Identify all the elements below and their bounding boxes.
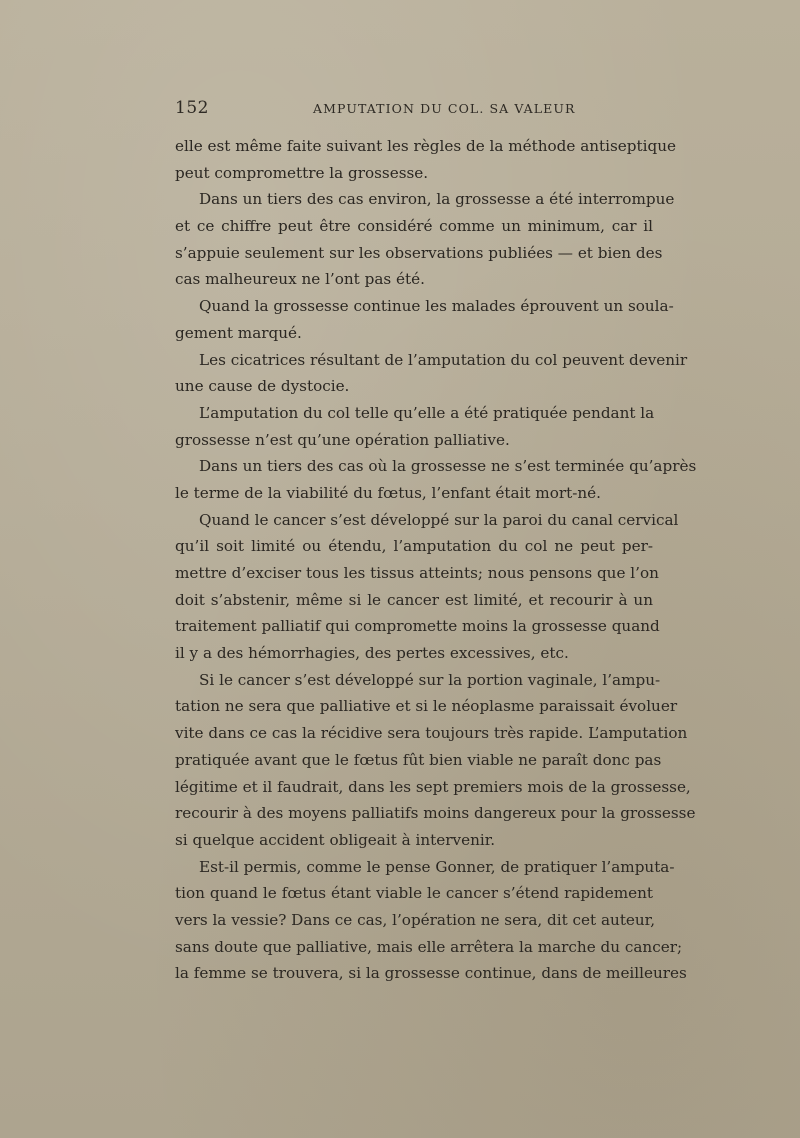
text-line: elle est même faite suivant les règles de la méthode antiseptique (175, 137, 676, 155)
text-line: mettre d’exciser tous les tissus atteints; nous pensons que l’on (175, 564, 659, 582)
text-line: Dans un tiers des cas environ, la grossesse a été interrompue (199, 190, 675, 209)
page-number: 152 (175, 98, 209, 118)
text-line: la femme se trouvera, si la grossesse continue, dans de meilleures (175, 964, 687, 983)
text-line: peut compromettre la grossesse. (175, 163, 429, 182)
text-line: légitime et il faudrait, dans les sept premiers mois de la grossesse, (175, 777, 691, 796)
text-line: Est-il permis, comme le pense Gonner, de pratiquer l’amputa- (199, 857, 675, 876)
text-line: doit s’abstenir, même si le cancer est limité, et recourir à un (175, 590, 653, 609)
page-header-title: AMPUTATION DU COL. SA VALEUR (313, 101, 576, 116)
text-line: Dans un tiers des cas où la grossesse ne s’est terminée qu’après (199, 457, 697, 476)
text-line: tation ne sera que palliative et si le néoplasme paraissait évoluer (175, 697, 678, 716)
text-line: recourir à des moyens palliatifs moins dangereux pour la grossesse (175, 804, 696, 823)
text-line: le terme de la viabilité du fœtus, l’enfant était mort-né. (175, 483, 601, 502)
text-line: traitement palliatif qui compromette moins la grossesse quand (175, 617, 660, 636)
text-line: tion quand le fœtus étant viable le cancer s’étend rapidement (175, 884, 653, 903)
text-line: et ce chiffre peut être considéré comme un minimum, car il (175, 217, 653, 236)
text-line: il y a des hémorrhagies, des pertes excessives, etc. (175, 644, 569, 663)
text-line: pratiquée avant que le fœtus fût bien viable ne paraît donc pas (175, 750, 662, 769)
text-line: sans doute que palliative, mais elle arrêtera la marche du cancer; (175, 937, 683, 956)
text-line: Si le cancer s’est développé sur la portion vaginale, l’ampu- (199, 670, 661, 689)
running-head (175, 98, 649, 122)
text-line: gement marqué. (175, 323, 302, 342)
text-line: s’appuie seulement sur les observations publiées — et bien des (175, 243, 663, 262)
text-line: Les cicatrices résultant de l’amputation du col peuvent devenir (199, 350, 688, 369)
text-line: une cause de dystocie. (175, 377, 350, 396)
text-line: vite dans ce cas la récidive sera toujours très rapide. L’amputation (175, 724, 688, 743)
text-line: grossesse n’est qu’une opération palliative. (175, 430, 510, 449)
text-line: Quand le cancer s’est développé sur la paroi du canal cervical (199, 510, 679, 529)
text-line: si quelque accident obligeait à intervenir. (175, 830, 496, 849)
body-text (175, 133, 697, 987)
text-line: vers la vessie? Dans ce cas, l’opération ne sera, dit cet auteur, (175, 910, 656, 929)
text-line: cas malheureux ne l’ont pas été. (175, 270, 425, 289)
text-line: L’amputation du col telle qu’elle a été pratiquée pendant la (199, 403, 655, 422)
text-line: Quand la grossesse continue les malades éprouvent un soula- (199, 297, 674, 316)
text-line: qu’il soit limité ou étendu, l’amputation du col ne peut per- (175, 537, 653, 556)
